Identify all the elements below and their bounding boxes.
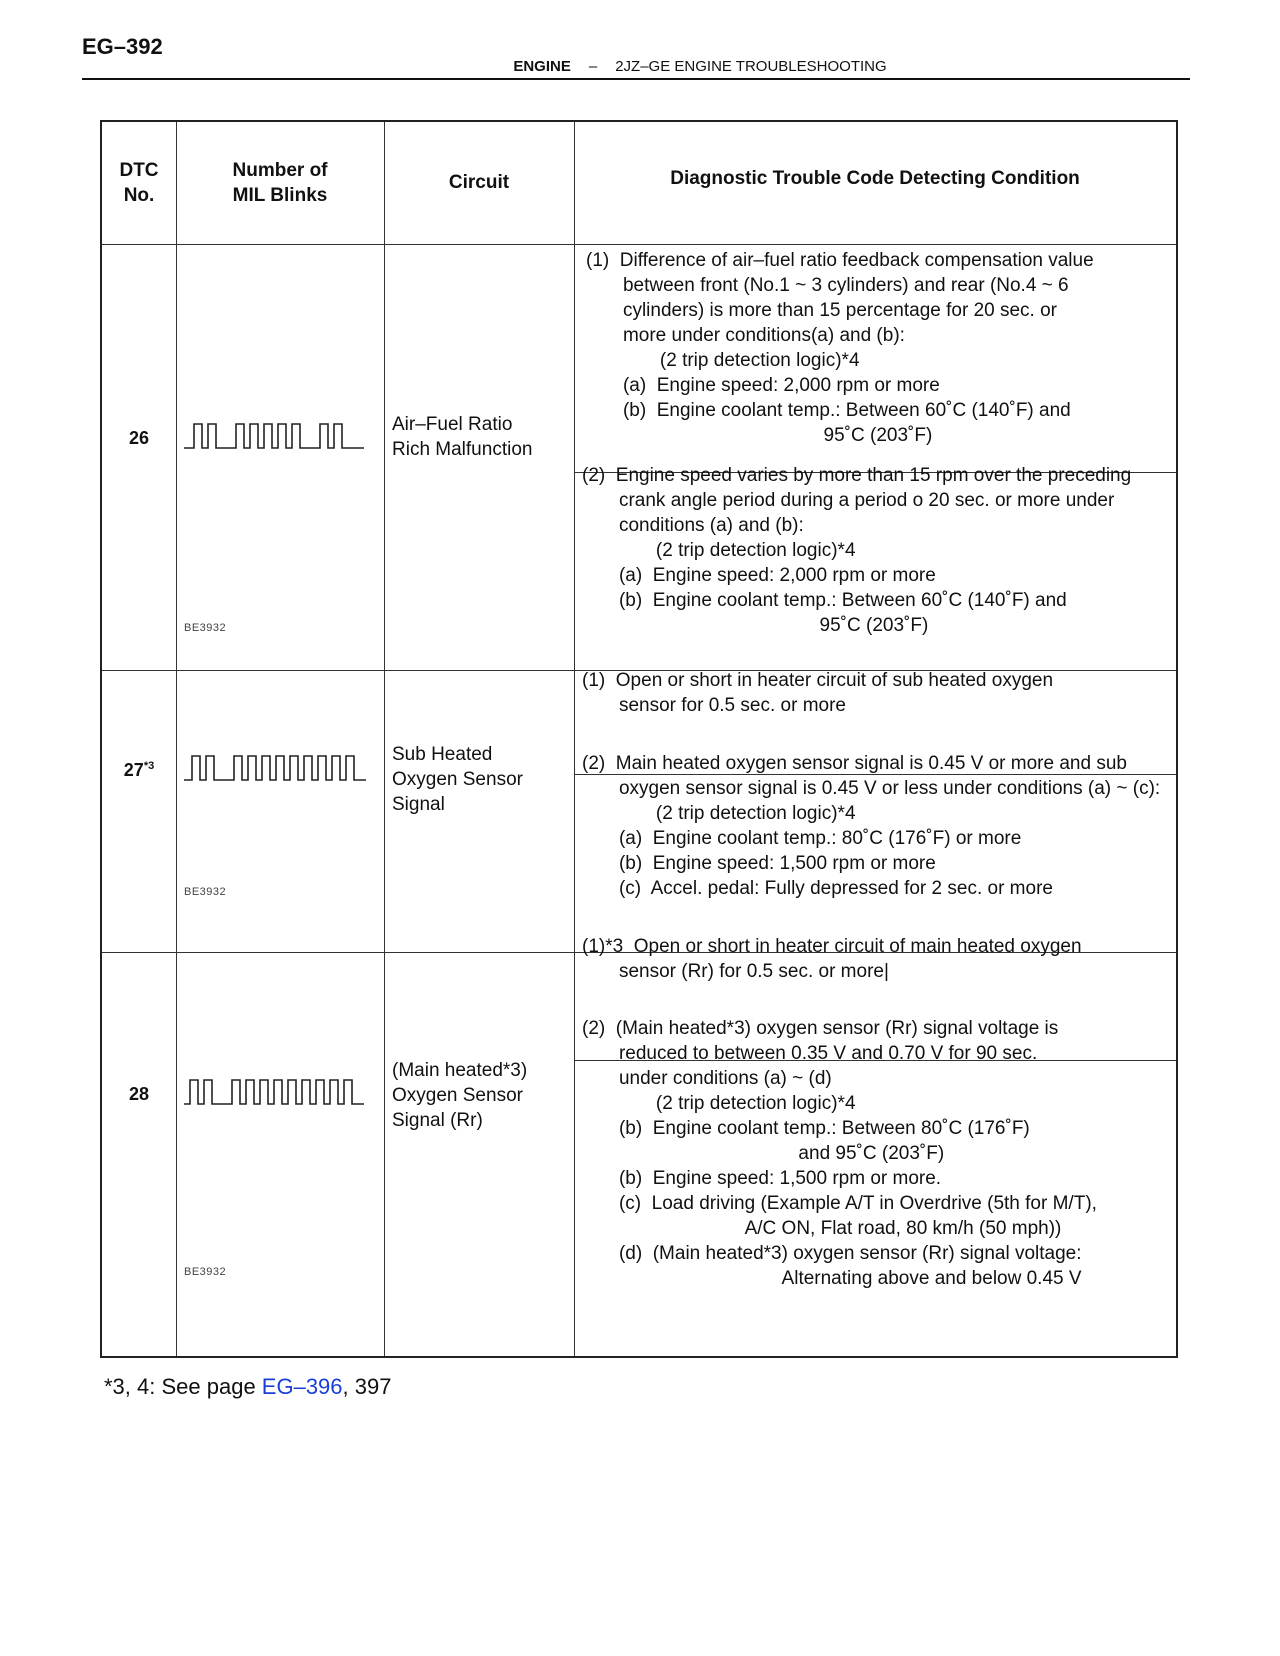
figure-id: BE3932	[184, 886, 227, 898]
circuit-name: Air–Fuel Ratio Rich Malfunction	[392, 414, 533, 460]
header-separator: –	[588, 58, 598, 75]
circuit-name: (Main heated*3) Oxygen Sensor Signal (Rr)	[392, 1060, 528, 1131]
header-mil-blinks	[176, 158, 384, 208]
condition-text: (2) (Main heated*3) oxygen sensor (Rr) signal voltage is reduced to between 0.35 V and 0.70 V for 90 sec. under conditions (a) ~ (d) (2 trip detection logic)*4 (b) Engine coolant temp.: Between 80˚C (176˚F) and 95˚C (203˚F) (b) Engine speed: 1,500 rpm or more. (c) Load driving (Example A/T in Overdrive (5th for M/T), A/C ON, Flat road, 80 km/h (50 mph)) (d) (Main heated*3) oxygen sensor (Rr) signal voltage: Alternating above and below 0.45 V	[582, 1018, 1097, 1289]
header-circuit: Circuit	[448, 172, 510, 193]
header-dtc-line2: No.	[123, 185, 155, 206]
header-blinks-line2: MIL Blinks	[232, 185, 328, 206]
section-title: ENGINE	[513, 58, 571, 75]
column-divider	[176, 122, 177, 1356]
dtc-code: 27$^{*3}$	[123, 760, 155, 780]
subsection-title: 2JZ–GE ENGINE TROUBLESHOOTING	[615, 58, 887, 75]
condition-text: (2) Engine speed varies by more than 15 rpm over the preceding crank angle period during a period o 20 sec. or more under conditions (a) and (b): (2 trip detection logic)*4 (a) Engine speed: 2,000 rpm or more (b) Engine coolant temp.: Between 60˚C (140˚F) and 95˚C (203˚F)	[582, 465, 1132, 636]
header-rule	[82, 78, 1190, 80]
mil-blink-waveform	[182, 750, 372, 784]
page-number: EG–392	[82, 34, 163, 59]
header-condition: Diagnostic Trouble Code Detecting Condition	[670, 168, 1080, 189]
page-link-eg-396[interactable]: EG–396	[261, 1374, 343, 1399]
figure-id: BE3932	[184, 622, 227, 634]
circuit-name: Sub Heated Oxygen Sensor Signal	[392, 744, 523, 815]
column-divider	[384, 122, 385, 1356]
footnote-suffix: , 397	[342, 1374, 392, 1399]
condition-text: (2) Main heated oxygen sensor signal is 0.45 V or more and sub oxygen sensor signal is 0.45 V or less under conditions (a) ~ (c): (2 trip detection logic)*4 (a) Engine coolant temp.: 80˚C (176˚F) or more (b) Engine speed: 1,500 rpm or more (c) Accel. pedal: Fully depressed for 2 sec. or more	[582, 753, 1161, 899]
condition-text: (1)*3 Open or short in heater circuit of main heated oxygen sensor (Rr) for 0.5 sec. or more|	[582, 936, 1082, 982]
figure-id: BE3932	[184, 1266, 227, 1278]
dtc-code: 26	[128, 428, 150, 448]
column-divider	[574, 122, 575, 1356]
dtc-code: 28	[128, 1084, 150, 1104]
running-header	[0, 58, 1280, 75]
condition-text: (1) Difference of air–fuel ratio feedback compensation value between front (No.1 ~ 3 cylinders) and rear (No.4 ~ 6 cylinders) is more than 15 percentage for 20 sec. or more under conditions(a) and (b): (2 trip detection logic)*4 (a) Engine speed: 2,000 rpm or more (b) Engine coolant temp.: Between 60˚C (140˚F) and 95˚C (203˚F)	[586, 250, 1094, 446]
dtc-table	[100, 120, 1178, 1358]
condition-text: (1) Open or short in heater circuit of sub heated oxygen sensor for 0.5 sec. or more	[582, 670, 1054, 716]
header-dtc-line1: DTC	[119, 160, 159, 181]
mil-blink-waveform	[182, 418, 372, 452]
footnote	[104, 1374, 391, 1400]
mil-blink-waveform	[182, 1074, 372, 1108]
header-dtc-no	[102, 158, 176, 208]
header-blinks-line1: Number of	[232, 160, 328, 181]
header-divider	[102, 244, 1176, 245]
footnote-prefix: *3, 4: See page	[104, 1374, 262, 1399]
